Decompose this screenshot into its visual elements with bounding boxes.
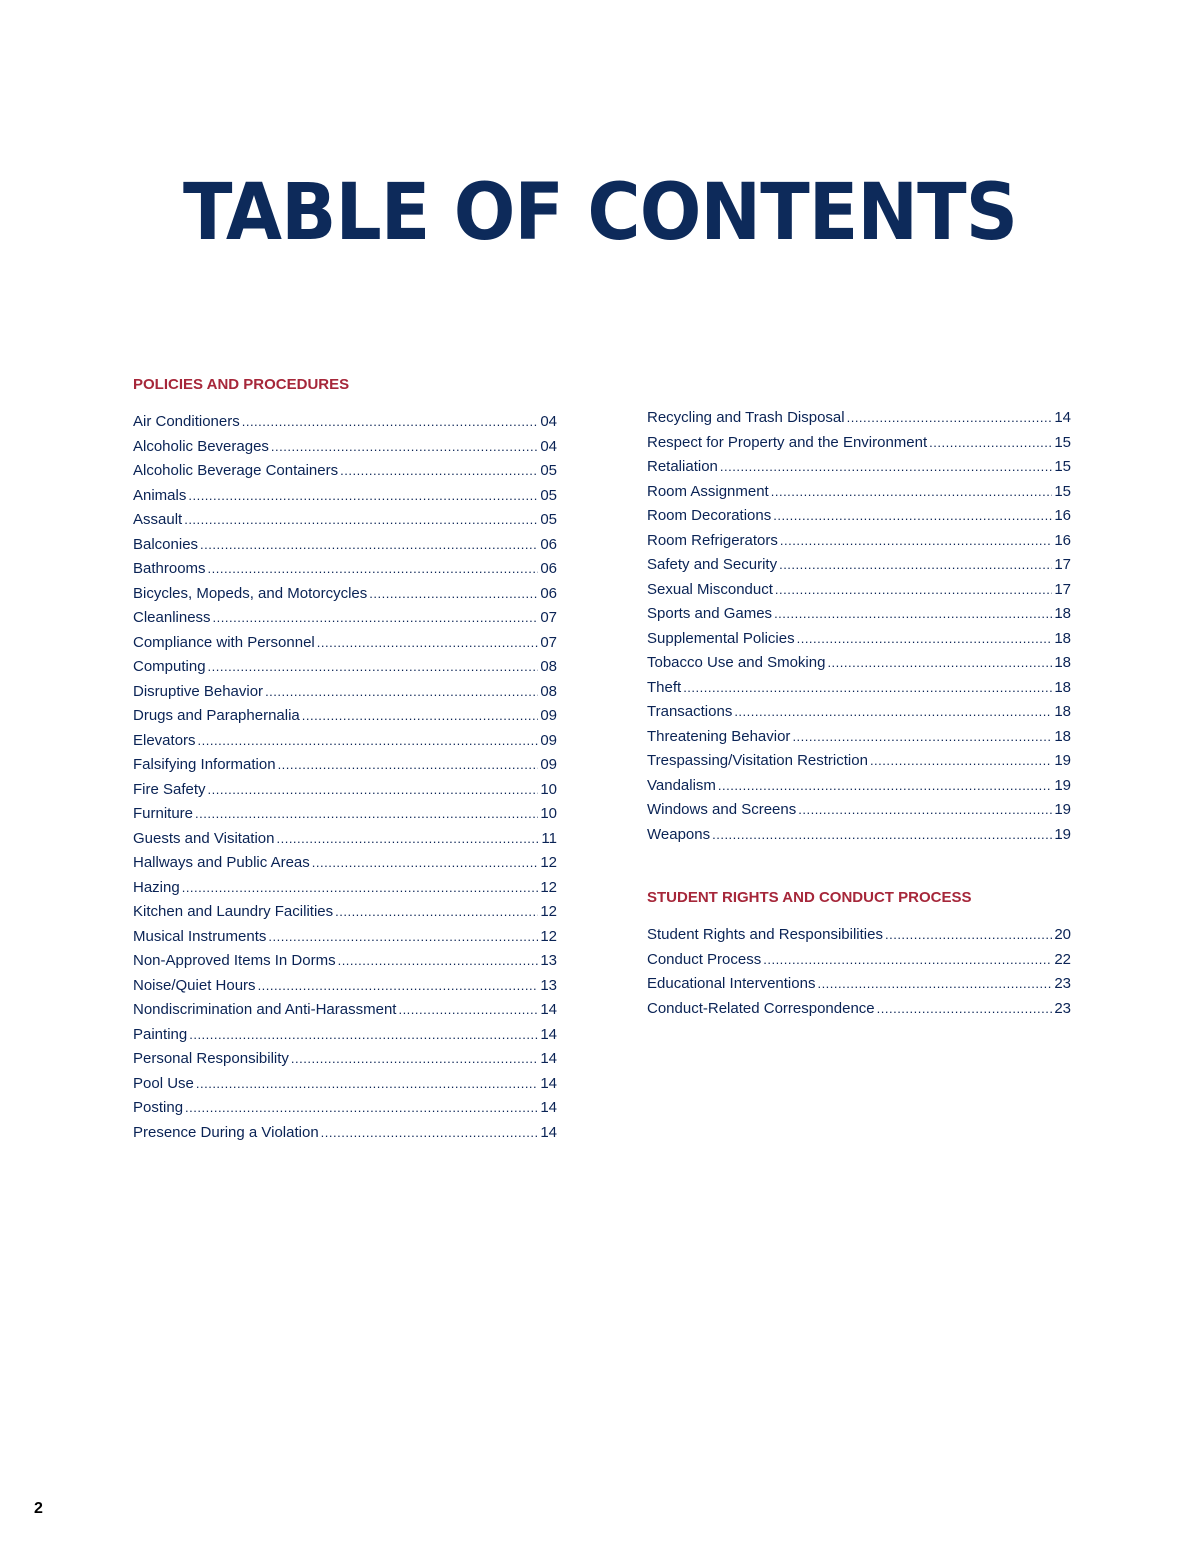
toc-entry-page: 15 [1054,458,1071,475]
toc-entry-label: Kitchen and Laundry Facilities [133,903,334,920]
dot-leader [312,851,539,876]
toc-entry-page: 18 [1054,703,1071,720]
dot-leader [271,435,538,460]
dot-leader [195,802,538,827]
toc-entry[interactable] [133,484,557,509]
toc-entry[interactable] [133,557,557,582]
toc-entry-page: 11 [541,829,557,847]
toc-entry-page: 19 [1054,801,1071,818]
toc-entry-page: 12 [540,903,557,920]
toc-entry-page: 14 [540,1025,557,1043]
toc-entry-page: 18 [1054,629,1071,647]
toc-entry-page: 23 [1054,975,1071,992]
toc-entry-page: 12 [540,854,557,871]
toc-entry-label: Vandalism [647,776,716,794]
toc-entry-page: 05 [540,486,557,504]
toc-entry-page: 14 [540,1050,557,1067]
toc-entry[interactable] [133,582,557,607]
toc-entry[interactable] [647,948,1071,973]
toc-entry-label: Hazing [133,878,180,896]
toc-entry-label: Recycling and Trash Disposal [647,409,845,426]
toc-entry-label: Air Conditioners [133,413,240,430]
dot-leader [196,1072,538,1097]
toc-entry-page: 06 [540,535,557,553]
toc-entry[interactable] [133,435,557,460]
toc-entry-page: 12 [540,927,557,945]
section-heading-student-rights: STUDENT RIGHTS AND CONDUCT PROCESS [647,889,972,906]
dot-leader [797,627,1053,652]
toc-entry-label: Bathrooms [133,560,206,577]
toc-entry-label: Posting [133,1099,184,1116]
toc-entry-page: 13 [540,952,557,969]
dot-leader [398,998,538,1023]
toc-entry-label: Educational Interventions [647,975,816,992]
section-spacer [647,847,1071,887]
dot-leader [877,997,1053,1022]
toc-entry[interactable] [647,406,1071,431]
toc-entry[interactable] [133,631,557,656]
toc-entry-label: Cleanliness [133,609,211,626]
dot-leader [208,557,539,582]
dot-leader [817,972,1052,997]
toc-entry-page: 13 [540,976,557,994]
toc-entry[interactable] [133,876,557,901]
dot-leader [340,459,538,484]
toc-entry[interactable] [647,972,1071,997]
toc-entry-label: Falsifying Information [133,756,276,773]
toc-entry-page: 14 [540,1123,557,1141]
toc-entry[interactable] [647,480,1071,505]
toc-entry-label: Disruptive Behavior [133,682,264,700]
dot-leader [763,948,1052,973]
toc-entry[interactable] [133,851,557,876]
dot-leader [335,900,538,925]
toc-entry-page: 10 [540,805,557,822]
toc-entry-label: Retaliation [647,458,718,475]
dot-leader [189,1023,538,1048]
toc-entry[interactable] [647,798,1071,823]
toc-entry-page: 15 [1054,482,1071,500]
toc-entry[interactable] [133,680,557,705]
dot-leader [188,484,538,509]
toc-entry-page: 07 [540,609,557,626]
toc-entry[interactable] [647,602,1071,627]
dot-leader [185,1096,538,1121]
dot-leader [278,753,539,778]
dot-leader [302,704,539,729]
dot-leader [683,676,1052,701]
toc-entry[interactable] [647,504,1071,529]
toc-entry[interactable] [133,974,557,999]
toc-entry[interactable] [133,704,557,729]
toc-entry-page: 04 [540,413,557,430]
toc-entry-label: Nondiscrimination and Anti-Harassment [133,1001,397,1018]
dot-leader [208,655,539,680]
toc-entry-label: Student Rights and Responsibilities [647,926,883,943]
toc-entry[interactable] [133,1047,557,1072]
toc-entry-label: Sexual Misconduct [647,580,773,598]
dot-leader [720,455,1052,480]
toc-entry-label: Painting [133,1025,188,1043]
dot-leader [734,700,1052,725]
toc-entry[interactable] [133,1096,557,1121]
dot-leader [338,949,539,974]
toc-entry-page: 08 [540,682,557,700]
toc-entry[interactable] [133,508,557,533]
toc-entry-label: Alcoholic Beverages [133,437,269,455]
toc-entry[interactable] [133,606,557,631]
toc-entry-page: 19 [1054,776,1071,794]
toc-entry-page: 19 [1054,752,1071,769]
toc-entry-label: Personal Responsibility [133,1050,289,1067]
toc-entry-label: Alcoholic Beverage Containers [133,462,339,479]
toc-entry-label: Musical Instruments [133,927,267,945]
dot-leader [317,631,539,656]
toc-entry-page: 12 [540,878,557,896]
toc-entry-label: Conduct-Related Correspondence [647,999,875,1017]
toc-entry[interactable] [647,529,1071,554]
toc-entry-page: 15 [1054,433,1071,451]
toc-entry-page: 10 [540,780,557,798]
dot-leader [182,876,539,901]
toc-entry-page: 14 [1054,409,1071,426]
toc-entry-label: Noise/Quiet Hours [133,976,256,994]
dot-leader [265,680,538,705]
toc-entry-page: 14 [540,1001,557,1018]
toc-entry-page: 14 [540,1099,557,1116]
toc-entry-page: 14 [540,1074,557,1092]
toc-entry-page: 07 [540,633,557,651]
dot-leader [775,578,1052,603]
toc-entry-label: Assault [133,511,183,528]
toc-entry[interactable] [133,655,557,680]
toc-entry-page: 05 [540,511,557,528]
dot-leader [792,725,1052,750]
toc-entry-label: Balconies [133,535,199,553]
toc-entry-label: Elevators [133,731,196,749]
toc-entry-page: 23 [1054,999,1071,1017]
toc-entry[interactable] [133,753,557,778]
toc-entry-label: Conduct Process [647,950,762,968]
toc-entry-label: Tobacco Use and Smoking [647,654,826,671]
toc-entry[interactable] [647,455,1071,480]
toc-entry-label: Theft [647,678,682,696]
toc-entry-label: Room Decorations [647,507,772,524]
toc-entry[interactable] [133,410,557,435]
dot-leader [184,508,538,533]
toc-entry-page: 19 [1054,825,1071,843]
toc-column-right [647,406,1071,1021]
toc-entry-label: Supplemental Policies [647,629,795,647]
dot-leader [779,553,1052,578]
dot-leader [798,798,1052,823]
toc-entry[interactable] [647,578,1071,603]
toc-entry-label: Respect for Property and the Environment [647,433,928,451]
toc-entry[interactable] [133,998,557,1023]
toc-entry-page: 16 [1054,507,1071,524]
dot-leader [771,480,1053,505]
toc-entry-label: Computing [133,658,206,675]
toc-entry[interactable] [133,1072,557,1097]
dot-leader [885,923,1052,948]
toc-entry[interactable] [647,627,1071,652]
page-title: TABLE OF CONTENTS [182,168,1018,258]
dot-leader [200,533,538,558]
toc-entry-page: 06 [540,560,557,577]
toc-entry-label: Safety and Security [647,556,778,573]
toc-entry[interactable] [647,431,1071,456]
dot-leader [198,729,539,754]
dot-leader [213,606,539,631]
toc-entry-label: Pool Use [133,1074,194,1092]
toc-entry-label: Sports and Games [647,605,773,622]
toc-entry[interactable] [133,533,557,558]
dot-leader [929,431,1052,456]
toc-entry-label: Transactions [647,703,733,720]
dot-leader [291,1047,538,1072]
toc-entry[interactable] [647,823,1071,848]
toc-entry-page: 22 [1054,950,1071,968]
dot-leader [827,651,1052,676]
toc-entry-page: 08 [540,658,557,675]
toc-entry[interactable] [133,900,557,925]
toc-entry[interactable] [133,802,557,827]
toc-entry-label: Trespassing/Visitation Restriction [647,752,868,769]
toc-entry-label: Compliance with Personnel [133,633,315,651]
toc-entry[interactable] [647,676,1071,701]
toc-entry-label: Weapons [647,825,711,843]
dot-leader [242,410,539,435]
dot-leader [369,582,538,607]
toc-entry[interactable] [133,729,557,754]
toc-entry-page: 18 [1054,727,1071,745]
toc-entry-label: Room Assignment [647,482,769,500]
toc-list-policies-continued [647,406,1071,847]
page-number: 2 [34,1500,43,1517]
toc-entry-label: Threatening Behavior [647,727,791,745]
toc-entry-page: 06 [540,584,557,602]
dot-leader [774,602,1052,627]
toc-column-left [133,374,557,1145]
dot-leader [321,1121,539,1146]
toc-entry-page: 18 [1054,605,1071,622]
toc-entry-page: 04 [540,437,557,455]
dot-leader [208,778,539,803]
toc-entry-page: 09 [540,707,557,724]
dot-leader [258,974,539,999]
toc-entry[interactable] [133,459,557,484]
toc-entry-page: 18 [1054,654,1071,671]
toc-entry-page: 05 [540,462,557,479]
toc-entry-page: 17 [1054,580,1071,598]
toc-entry-label: Drugs and Paraphernalia [133,707,300,724]
dot-leader [847,406,1053,431]
toc-entry-label: Room Refrigerators [647,531,778,549]
toc-entry[interactable] [133,1023,557,1048]
dot-leader [268,925,538,950]
toc-entry-page: 18 [1054,678,1071,696]
toc-list-policies [133,410,557,1145]
dot-leader [712,823,1052,848]
toc-entry[interactable] [133,778,557,803]
toc-entry[interactable] [133,1121,557,1146]
toc-entry-page: 16 [1054,531,1071,549]
toc-entry[interactable] [647,553,1071,578]
toc-entry-page: 09 [540,756,557,773]
toc-entry-label: Bicycles, Mopeds, and Motorcycles [133,584,368,602]
toc-list-student-rights [647,923,1071,1021]
toc-entry[interactable] [133,949,557,974]
toc-entry[interactable] [133,925,557,950]
toc-entry-label: Non-Approved Items In Dorms [133,952,336,969]
toc-entry-page: 20 [1054,926,1071,943]
toc-entry-label: Furniture [133,805,194,822]
toc-entry[interactable] [647,774,1071,799]
dot-leader [718,774,1052,799]
toc-entry-page: 09 [540,731,557,749]
toc-entry[interactable] [647,651,1071,676]
toc-entry[interactable] [647,700,1071,725]
section-heading-policies: POLICIES AND PROCEDURES [133,376,350,393]
toc-entry-label: Presence During a Violation [133,1123,319,1141]
dot-leader [773,504,1052,529]
toc-entry[interactable] [647,923,1071,948]
toc-entry[interactable] [647,997,1071,1022]
dot-leader [870,749,1052,774]
dot-leader [276,827,539,852]
toc-entry-label: Animals [133,486,187,504]
toc-entry-page: 17 [1054,556,1071,573]
dot-leader [780,529,1052,554]
toc-entry-label: Guests and Visitation [133,829,275,847]
toc-entry[interactable] [647,749,1071,774]
toc-entry-label: Hallways and Public Areas [133,854,310,871]
toc-entry[interactable] [133,827,557,852]
toc-entry-label: Windows and Screens [647,801,797,818]
toc-entry-label: Fire Safety [133,780,206,798]
toc-entry[interactable] [647,725,1071,750]
